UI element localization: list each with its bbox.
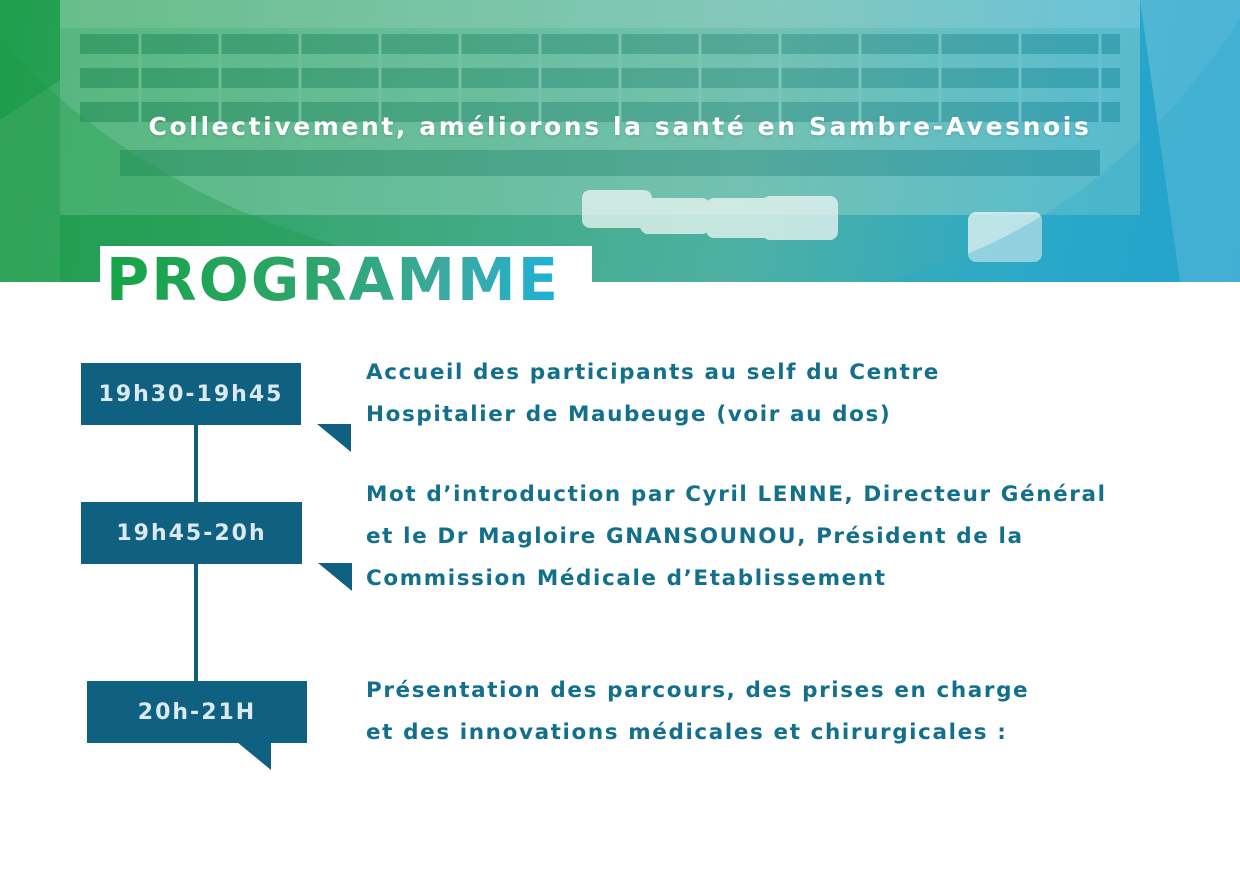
page-title: PROGRAMME [106,245,561,314]
time-label: 19h45-20h [116,520,267,546]
time-badge-2 [81,502,302,564]
tagline: Collectivement, améliorons la santé en Sambre-Avesnois [148,112,1092,141]
time-label: 19h30-19h45 [98,381,284,407]
schedule-item-3: Présentation des parcours, des prises en charge et des innovations médicales et chirurgicales : [366,678,1030,745]
time-badge-1 [81,363,301,425]
time-label: 20h-21H [137,699,257,725]
time-badge-3 [87,681,307,743]
schedule-item-2: Mot d’introduction par Cyril LENNE, Directeur Général et le Dr Magloire GNANSOUNOU, Président de la Commission Médicale d’Etablissement [366,482,1107,591]
speech-tail [317,424,351,452]
hero-banner [0,0,1240,282]
speech-tail [318,563,352,591]
speech-tail [237,742,271,770]
schedule-item-1: Accueil des participants au self du Centre Hospitalier de Maubeuge (voir au dos) [366,360,940,427]
hospital-building-photo [0,0,1240,282]
